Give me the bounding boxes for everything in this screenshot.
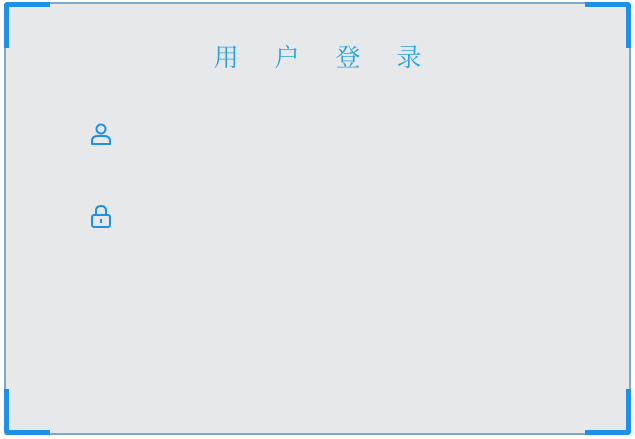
username-input[interactable] — [128, 119, 548, 149]
lock-icon — [88, 203, 114, 229]
corner-accent-bottom-right — [585, 389, 631, 435]
password-field[interactable] — [88, 201, 548, 231]
corner-accent-bottom-left — [4, 389, 50, 435]
login-title: 用 户 登 录 — [213, 43, 436, 72]
username-field[interactable] — [88, 119, 548, 149]
password-input[interactable] — [128, 201, 548, 231]
user-icon — [88, 121, 114, 147]
